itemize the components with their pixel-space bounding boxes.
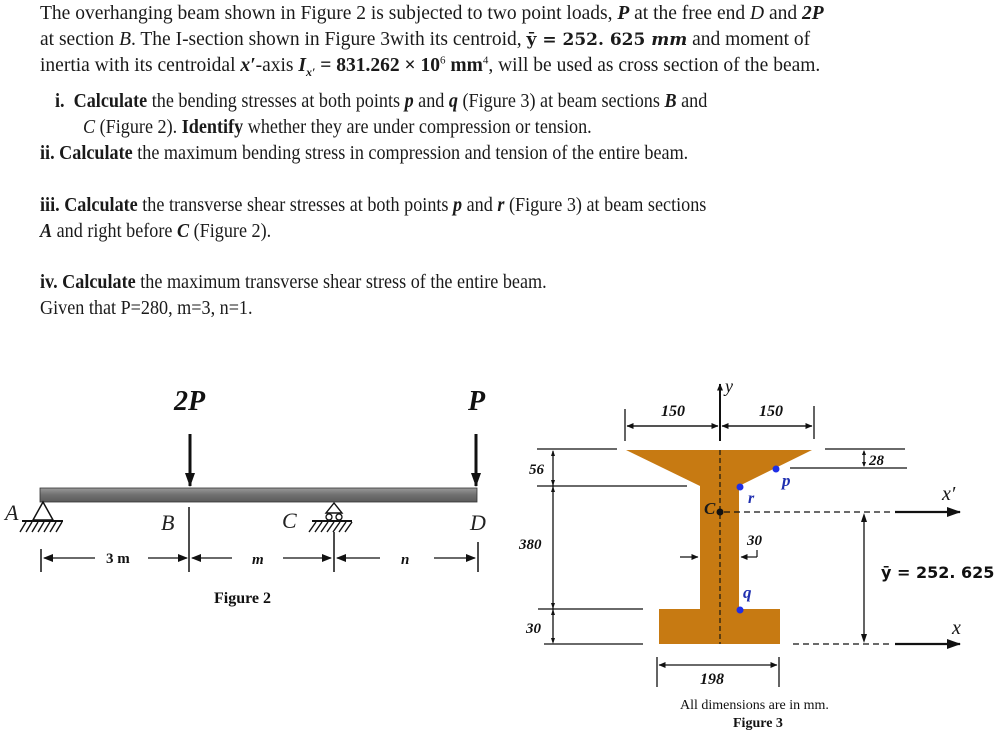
- inertia-subscript: x′: [305, 64, 316, 79]
- question-number: i.: [55, 91, 65, 112]
- question-verb: Calculate: [64, 195, 138, 216]
- arrow-head: [551, 609, 555, 615]
- dim-label-380: 380: [519, 537, 542, 553]
- point-p: [773, 466, 780, 473]
- exponent: 4: [482, 54, 489, 67]
- arrow-head: [861, 634, 867, 643]
- centroid-value: ȳ = 252. 625: [526, 30, 652, 50]
- inertia-symbol: I: [298, 55, 306, 76]
- axis-x-prime: x′: [240, 55, 256, 76]
- inertia-unit: mm: [445, 55, 483, 76]
- exponent: 6: [439, 54, 446, 67]
- x-axis-label: x: [952, 617, 961, 639]
- text: the bending stresses at both points: [147, 91, 405, 112]
- roller-support-c: [309, 503, 352, 572]
- text: and moment of: [687, 29, 811, 50]
- text: the transverse shear stresses at both points: [137, 195, 454, 216]
- dim-label-right-150: 150: [759, 403, 783, 420]
- dim-label-28: 28: [869, 453, 884, 469]
- section-c: C: [177, 221, 190, 242]
- text: The overhanging beam shown in Figure 2 is subjected to two point loads,: [40, 3, 618, 24]
- question-verb: Calculate: [73, 91, 148, 112]
- text: and: [413, 91, 449, 112]
- arrow-head: [862, 462, 866, 467]
- load-2p: 2P: [801, 3, 824, 24]
- text: (Figure 2).: [189, 221, 272, 242]
- x-prime-axis-label: x′: [942, 483, 956, 505]
- dim-label-cd: n: [401, 552, 410, 568]
- text: (Figure 3) at beam sections: [457, 91, 665, 112]
- text: the maximum transverse shear stress of the entire beam.: [135, 272, 547, 293]
- pin-support-a: [20, 502, 63, 532]
- question-verb: Calculate: [59, 143, 133, 164]
- load-label-2p: 2P: [174, 386, 206, 417]
- point-label-r: r: [748, 490, 755, 507]
- beam: [40, 488, 477, 502]
- dim-label-ab: 3 m: [106, 551, 130, 567]
- point-r: r: [497, 195, 505, 216]
- y-axis-label: y: [725, 376, 733, 396]
- dim-label-left-150: 150: [661, 403, 685, 420]
- figure-2: [3, 386, 486, 607]
- inertia-value: = 831.262 × 10: [315, 55, 440, 76]
- unit-mm: mm: [651, 30, 688, 50]
- text: at section: [40, 29, 120, 50]
- arrow-head: [551, 486, 555, 492]
- units-note: All dimensions are in mm.: [680, 698, 829, 713]
- point-d: D: [749, 3, 765, 24]
- load-p: P: [617, 3, 630, 24]
- point-p: p: [404, 91, 414, 112]
- text: (Figure 3) at beam sections: [504, 195, 707, 216]
- text: (Figure 2).: [95, 117, 182, 138]
- text: whether they are under compression or tension.: [243, 117, 592, 138]
- question-number: ii.: [40, 143, 55, 164]
- point-label-a: A: [5, 500, 19, 525]
- section-b: B: [119, 29, 131, 50]
- section-c: C: [83, 117, 96, 138]
- arrow-head: [551, 450, 555, 456]
- text: at the free end: [629, 3, 750, 24]
- point-label-q: q: [743, 583, 752, 602]
- point-label-b: B: [161, 510, 175, 535]
- point-label-p: p: [782, 471, 791, 490]
- dim-label-198: 198: [700, 671, 724, 688]
- text: -axis: [255, 55, 299, 76]
- point-p: p: [453, 195, 463, 216]
- figure-3: [518, 376, 994, 731]
- given-values: Given that P=280, m=3, n=1.: [40, 298, 253, 319]
- text: and: [764, 3, 802, 24]
- centroid-point: [717, 509, 724, 516]
- section-b: B: [664, 91, 677, 112]
- text: and: [462, 195, 498, 216]
- dim-label-bc: m: [252, 552, 264, 568]
- arrow-head: [861, 513, 867, 522]
- point-q: q: [448, 91, 458, 112]
- arrow-head: [551, 638, 555, 644]
- question-verb: Calculate: [62, 272, 136, 293]
- dim-label-30-bottom: 30: [526, 621, 541, 637]
- text: and: [676, 91, 708, 112]
- load-label-p: P: [468, 386, 486, 417]
- text: the maximum bending stress in compression and tension of the entire beam.: [132, 143, 689, 164]
- text: and right before: [52, 221, 178, 242]
- ybar-label: ȳ = 252. 625: [881, 563, 995, 582]
- question-verb: Identify: [181, 117, 244, 138]
- question-number: iii.: [40, 195, 60, 216]
- arrow-head: [551, 603, 555, 609]
- point-r: [737, 484, 744, 491]
- dim-label-56: 56: [529, 462, 544, 478]
- text: , will be used as cross section of the beam.: [488, 55, 821, 76]
- arrow-head: [862, 450, 866, 455]
- dim-label-30-web: 30: [747, 533, 762, 549]
- section-a: A: [40, 221, 53, 242]
- text: . The I-section shown in Figure 3with its centroid,: [130, 29, 527, 50]
- question-number: iv.: [40, 272, 58, 293]
- text: inertia with its centroidal: [40, 55, 241, 76]
- centroid-label: C: [704, 499, 716, 518]
- arrow-head: [551, 480, 555, 486]
- figure-2-caption: Figure 2: [214, 590, 272, 607]
- figure-3-caption: Figure 3: [733, 716, 783, 731]
- point-q: [737, 607, 744, 614]
- point-label-c: C: [282, 508, 297, 533]
- point-label-d: D: [470, 510, 486, 535]
